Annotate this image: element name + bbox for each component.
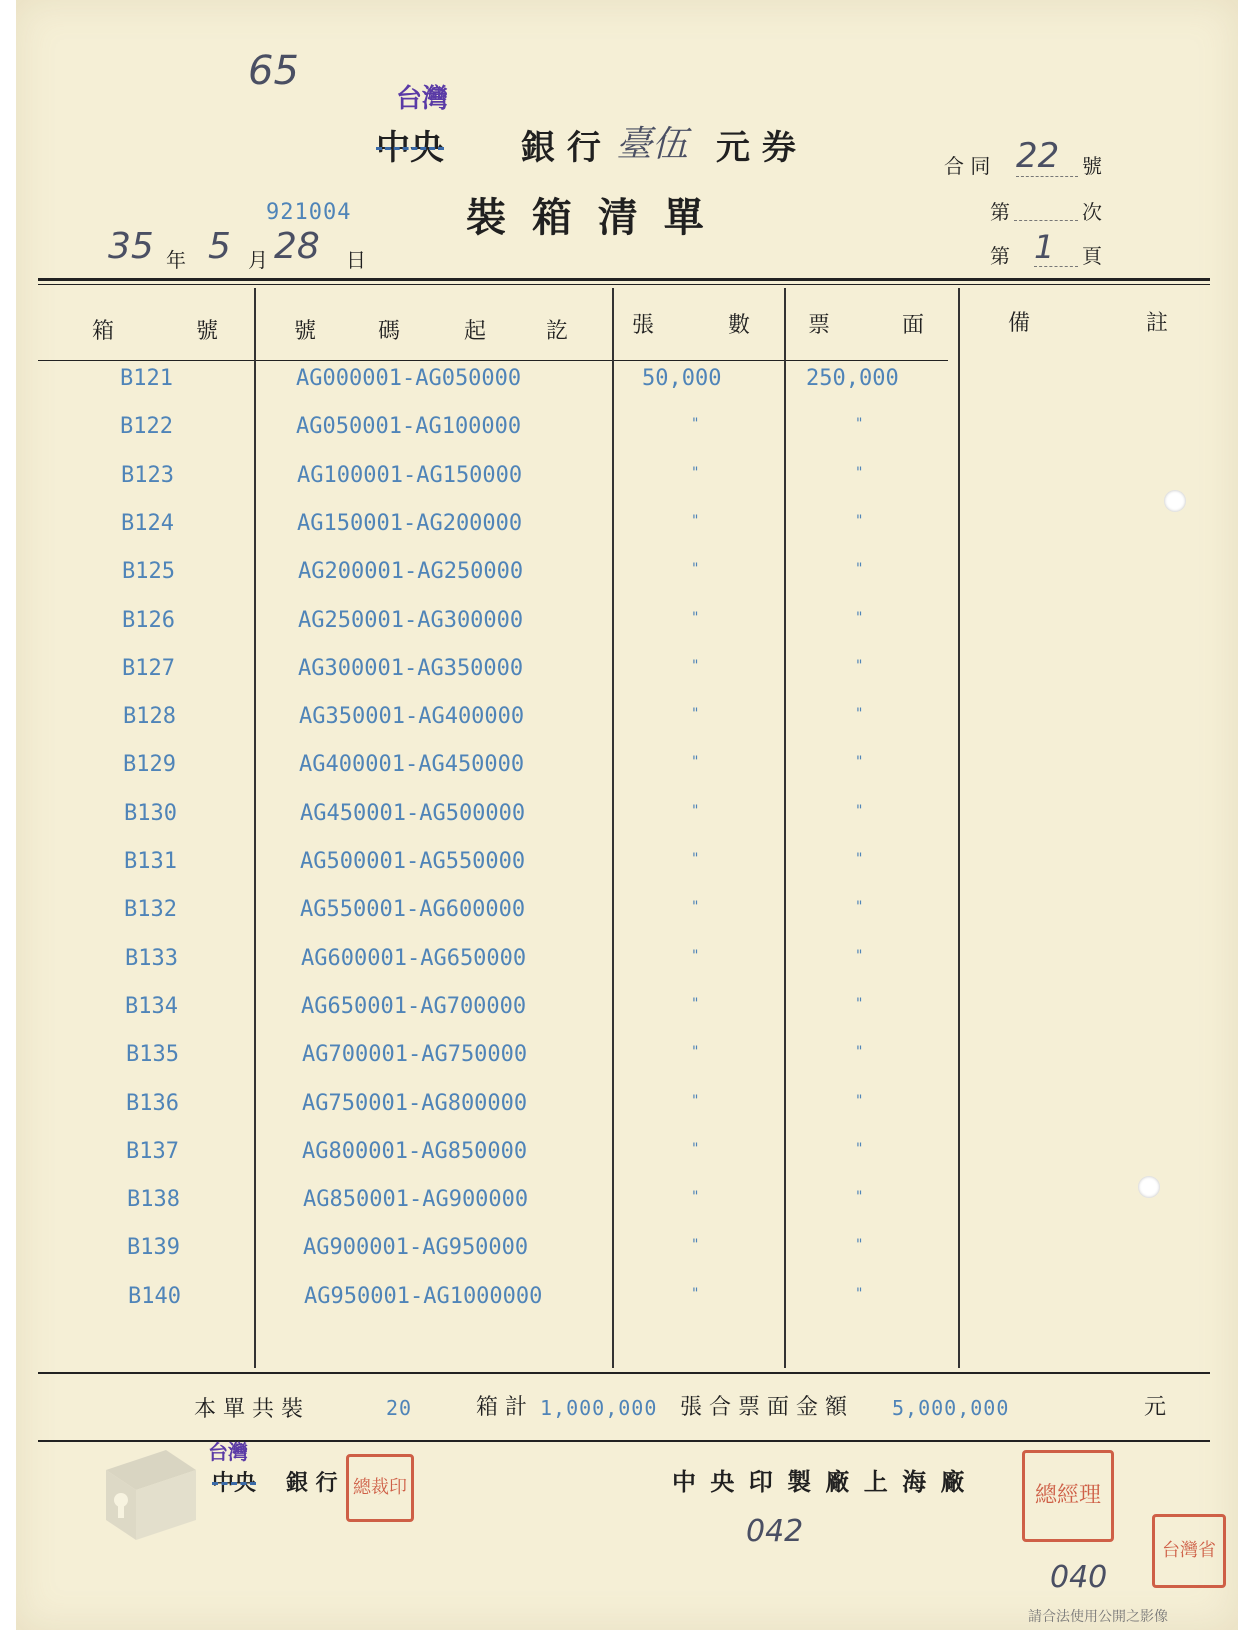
printer-name: 中 央 印 製 廠 上 海 廠: [672, 1467, 968, 1496]
ditto-mark: ": [856, 658, 863, 674]
ditto-mark: ": [692, 1093, 699, 1109]
header-bottom-rule: [38, 360, 948, 361]
row-serial-range: AG050001-AG100000: [296, 414, 522, 439]
date-day-value: 28: [274, 226, 320, 267]
summary-boxes: 20: [386, 1396, 413, 1420]
document-sheet: [16, 0, 1238, 1630]
ditto-mark: ": [856, 706, 863, 722]
watermark-notice: 請合法使用公開之影像: [1028, 1609, 1168, 1625]
archive-logo-icon: [96, 1440, 206, 1550]
row-serial-range: AG000001-AG050000: [296, 366, 522, 391]
row-serial-range: AG350001-AG400000: [299, 704, 525, 729]
row-box-no: B131: [124, 849, 177, 874]
ditto-mark: ": [692, 465, 699, 481]
summary-top-rule: [38, 1372, 1210, 1374]
row-serial-range: AG650001-AG700000: [301, 994, 527, 1019]
batch-label: 第: [990, 200, 1010, 224]
ditto-mark: ": [856, 416, 863, 432]
header-range-4: 訖: [546, 319, 569, 344]
bank-name-suffix: 銀 行: [521, 128, 601, 168]
ditto-mark: ": [692, 803, 699, 819]
col-divider-2: [612, 288, 614, 1368]
row-box-no: B125: [122, 559, 175, 584]
row-serial-range: AG950001-AG1000000: [304, 1284, 543, 1309]
date-month-value: 5: [208, 226, 231, 267]
header-remarks-2: 註: [1146, 311, 1169, 336]
col-divider-1: [254, 288, 256, 1368]
row-serial-range: AG250001-AG300000: [298, 608, 524, 633]
contract-suffix: 號: [1082, 154, 1102, 178]
punch-hole-bottom: [1138, 1176, 1160, 1198]
summary-label-4: 元: [1144, 1395, 1167, 1420]
table-top-rule-thin: [38, 284, 1210, 285]
header-range-2: 碼: [378, 319, 401, 344]
ditto-mark: ": [692, 561, 699, 577]
row-box-no: B136: [126, 1091, 179, 1116]
ditto-mark: ": [692, 706, 699, 722]
row-sheets: 50,000: [642, 366, 722, 391]
row-serial-range: AG900001-AG950000: [303, 1235, 529, 1260]
row-serial-range: AG400001-AG450000: [299, 752, 525, 777]
punch-hole-top: [1164, 490, 1186, 512]
header-sheets-2: 數: [728, 313, 751, 338]
row-box-no: B134: [125, 994, 178, 1019]
ditto-mark: ": [856, 1141, 863, 1157]
ditto-mark: ": [692, 996, 699, 1012]
summary-label-2: 箱 計: [476, 1395, 527, 1420]
footer-bank-inserted: 台灣: [208, 1440, 248, 1464]
row-serial-range: AG150001-AG200000: [297, 511, 523, 536]
ditto-mark: ": [856, 754, 863, 770]
row-serial-range: AG450001-AG500000: [300, 801, 526, 826]
row-serial-range: AG850001-AG900000: [303, 1187, 529, 1212]
row-box-no: B129: [123, 752, 176, 777]
col-divider-3: [784, 288, 786, 1368]
row-box-no: B124: [121, 511, 174, 536]
date-day-label: 日: [346, 248, 366, 272]
row-box-no: B122: [120, 414, 173, 439]
batch-value: [1014, 196, 1078, 221]
page-label: 第: [990, 244, 1010, 268]
date-month-label: 月: [248, 248, 268, 272]
contract-value: 22: [1016, 136, 1078, 177]
batch-suffix: 次: [1082, 200, 1102, 224]
corner-number: 040: [1050, 1560, 1108, 1595]
ditto-mark: ": [856, 1189, 863, 1205]
ditto-mark: ": [856, 610, 863, 626]
row-serial-range: AG550001-AG600000: [300, 897, 526, 922]
header-range-1: 號: [294, 319, 317, 344]
summary-sheets: 1,000,000: [540, 1396, 658, 1420]
bank-name-struck: 中央: [376, 128, 444, 168]
row-serial-range: AG800001-AG850000: [302, 1139, 528, 1164]
row-serial-range: AG200001-AG250000: [298, 559, 524, 584]
date-year-value: 35: [108, 226, 154, 267]
ditto-mark: ": [856, 1044, 863, 1060]
row-box-no: B139: [127, 1235, 180, 1260]
row-box-no: B126: [122, 608, 175, 633]
ditto-mark: ": [692, 610, 699, 626]
handwritten-number: 042: [746, 1514, 804, 1549]
footer-bank-suffix: 銀 行: [286, 1470, 338, 1496]
ditto-mark: ": [692, 416, 699, 432]
ditto-mark: ": [856, 561, 863, 577]
header-sheets-1: 張: [632, 313, 655, 338]
header-face-2: 面: [902, 313, 925, 338]
ditto-mark: ": [856, 899, 863, 915]
summary-amount: 5,000,000: [892, 1396, 1010, 1420]
ditto-mark: ": [856, 803, 863, 819]
serial-code: 921004: [266, 200, 352, 225]
row-box-no: B132: [124, 897, 177, 922]
row-box-no: B140: [128, 1284, 181, 1309]
ditto-mark: ": [856, 948, 863, 964]
ditto-mark: ": [692, 1189, 699, 1205]
ditto-mark: ": [692, 851, 699, 867]
ditto-mark: ": [692, 948, 699, 964]
header-range-3: 起: [464, 319, 487, 344]
form-title: 裝 箱 清 單: [466, 194, 710, 241]
ditto-mark: ": [692, 513, 699, 529]
bank-seal: 總裁印: [346, 1454, 414, 1522]
row-serial-range: AG750001-AG800000: [302, 1091, 528, 1116]
row-box-no: B137: [126, 1139, 179, 1164]
date-year-label: 年: [166, 248, 186, 272]
ditto-mark: ": [692, 754, 699, 770]
row-box-no: B133: [125, 946, 178, 971]
header-remarks-1: 備: [1008, 311, 1031, 336]
row-serial-range: AG100001-AG150000: [297, 463, 523, 488]
row-serial-range: AG700001-AG750000: [302, 1042, 528, 1067]
ditto-mark: ": [856, 1286, 863, 1302]
row-box-no: B130: [124, 801, 177, 826]
ditto-mark: ": [692, 1044, 699, 1060]
summary-label-3: 張 合 票 面 金 額: [680, 1395, 847, 1420]
printer-seal: 總經理: [1022, 1450, 1114, 1542]
page-mark: 65: [248, 48, 299, 94]
row-box-no: B121: [120, 366, 173, 391]
row-serial-range: AG600001-AG650000: [301, 946, 527, 971]
ditto-mark: ": [856, 1237, 863, 1253]
col-divider-4: [958, 288, 960, 1368]
ditto-mark: ": [692, 899, 699, 915]
table-top-rule: [38, 278, 1210, 281]
header-face-1: 票: [808, 313, 831, 338]
row-serial-range: AG300001-AG350000: [298, 656, 524, 681]
ditto-mark: ": [692, 1237, 699, 1253]
row-box-no: B135: [126, 1042, 179, 1067]
bank-name-inserted: 台灣: [396, 84, 449, 114]
summary-label-1: 本 單 共 裝: [194, 1397, 303, 1422]
ditto-mark: ": [856, 851, 863, 867]
row-box-no: B123: [121, 463, 174, 488]
ditto-mark: ": [692, 658, 699, 674]
page-suffix: 頁: [1082, 244, 1102, 268]
header-box-no-2: 號: [196, 319, 219, 344]
row-box-no: B128: [123, 704, 176, 729]
row-box-no: B138: [127, 1187, 180, 1212]
ditto-mark: ": [856, 513, 863, 529]
page-value: 1: [1034, 228, 1078, 267]
footer-bank-struck: 中央: [212, 1470, 257, 1496]
contract-label: 合 同: [944, 154, 991, 178]
corner-seal: 台灣省: [1152, 1514, 1226, 1588]
ditto-mark: ": [856, 1093, 863, 1109]
denomination-handwritten: 臺伍: [616, 124, 689, 165]
ditto-mark: ": [692, 1286, 699, 1302]
ditto-mark: ": [856, 465, 863, 481]
row-face-value: 250,000: [806, 366, 899, 391]
denomination-printed: 元 券: [716, 128, 796, 168]
row-serial-range: AG500001-AG550000: [300, 849, 526, 874]
ditto-mark: ": [692, 1141, 699, 1157]
header-box-no-1: 箱: [92, 319, 115, 344]
row-box-no: B127: [122, 656, 175, 681]
ditto-mark: ": [856, 996, 863, 1012]
